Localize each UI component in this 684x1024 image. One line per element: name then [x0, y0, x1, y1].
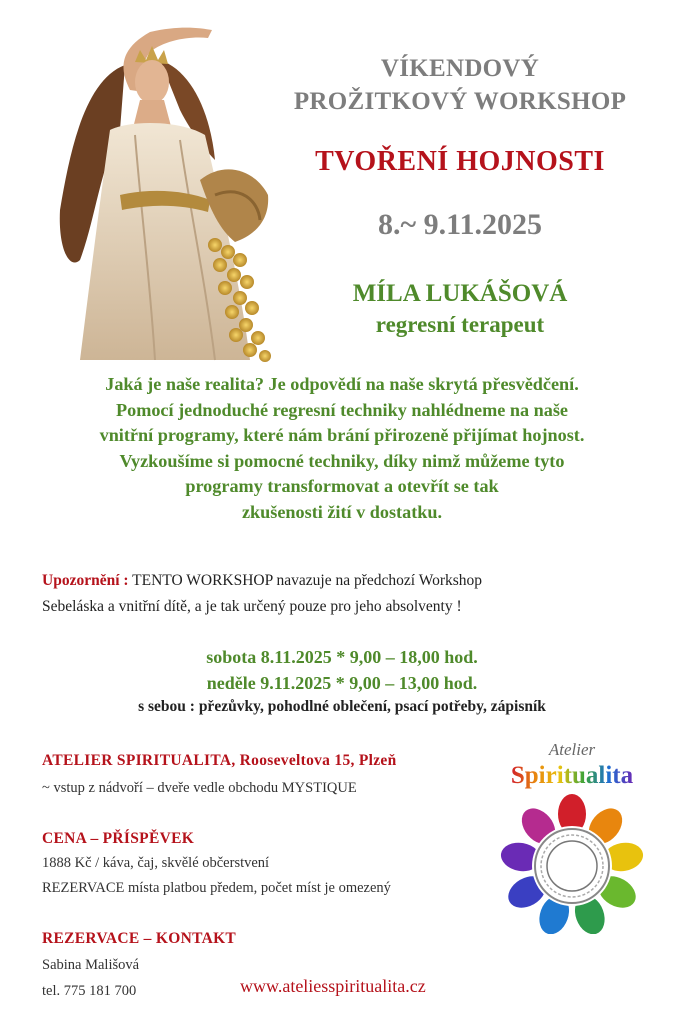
goddess-illustration: [40, 20, 285, 365]
website-link[interactable]: www.ateliesspiritualita.cz: [240, 976, 426, 996]
logo-top-text: Atelier: [548, 740, 596, 759]
contact-title: REZERVACE – KONTAKT: [42, 930, 237, 947]
presenter-name: MÍLA LUKÁŠOVÁ: [352, 280, 568, 307]
intro-line: Pomocí jednoduché regresní techniky nahlédneme na naše: [115, 399, 568, 420]
intro-line: vnitřní programy, které nám brání přirozeně přijímat hojnost.: [99, 425, 585, 446]
price-section: [42, 826, 482, 901]
intro-line: Vyzkoušíme si pomocné techniky, díky nimž můžeme tyto: [119, 450, 565, 471]
workshop-dates: 8.~ 9.11.2025: [378, 208, 542, 241]
workshop-type-line2: PROŽITKOVÝ WORKSHOP: [293, 88, 627, 115]
price-title: CENA – PŘÍSPĚVEK: [42, 830, 195, 847]
intro-line: programy transformovat a otevřít se tak: [185, 476, 499, 497]
workshop-title: TVOŘENÍ HOJNOSTI: [315, 146, 605, 177]
presenter-role: regresní terapeut: [375, 312, 545, 337]
venue-section: [42, 752, 472, 797]
notice-text: TENTO WORKSHOP navazuje na předchozí Workshop: [128, 572, 483, 589]
workshop-type-line1: VÍKENDOVÝ: [380, 55, 540, 82]
venue-note: ~ vstup z nádvoří – dveře vedle obchodu MYSTIQUE: [42, 780, 357, 796]
schedule: [20, 644, 664, 696]
lotus-mandala-icon: [492, 794, 652, 934]
reservation-note: REZERVACE místa platbou předem, počet míst je omezený: [42, 880, 391, 896]
bring-list: s sebou : přezůvky, pohodlné oblečení, psací potřeby, zápisník: [138, 698, 546, 715]
schedule-sunday: neděle 9.11.2025 * 9,00 – 13,00 hod.: [206, 673, 478, 693]
logo-brand: [492, 762, 652, 790]
price-line: 1888 Kč / káva, čaj, skvělé občerstvení: [42, 855, 270, 871]
workshop-type: [290, 52, 630, 118]
contact-name: Sabina Mališová: [42, 957, 140, 973]
notice-text-2: Sebeláska a vnitřní dítě, a je tak určený pouze pro jeho absolventy !: [42, 598, 462, 615]
intro-text: [20, 372, 664, 526]
schedule-saturday: sobota 8.11.2025 * 9,00 – 18,00 hod.: [206, 647, 478, 667]
atelier-logo: [492, 740, 652, 950]
intro-line: Jaká je naše realita? Je odpovědí na naše skrytá přesvědčení.: [105, 374, 579, 394]
notice-label: Upozornění :: [42, 572, 129, 589]
venue-title: ATELIER SPIRITUALITA, Rooseveltova 15, Plzeň: [42, 752, 397, 769]
contact-phone[interactable]: tel. 775 181 700: [42, 983, 137, 999]
logo-brand-text: Spiritualita: [510, 762, 634, 789]
intro-line: zkušenosti žití v dostatku.: [241, 501, 443, 522]
notice: [42, 568, 642, 620]
